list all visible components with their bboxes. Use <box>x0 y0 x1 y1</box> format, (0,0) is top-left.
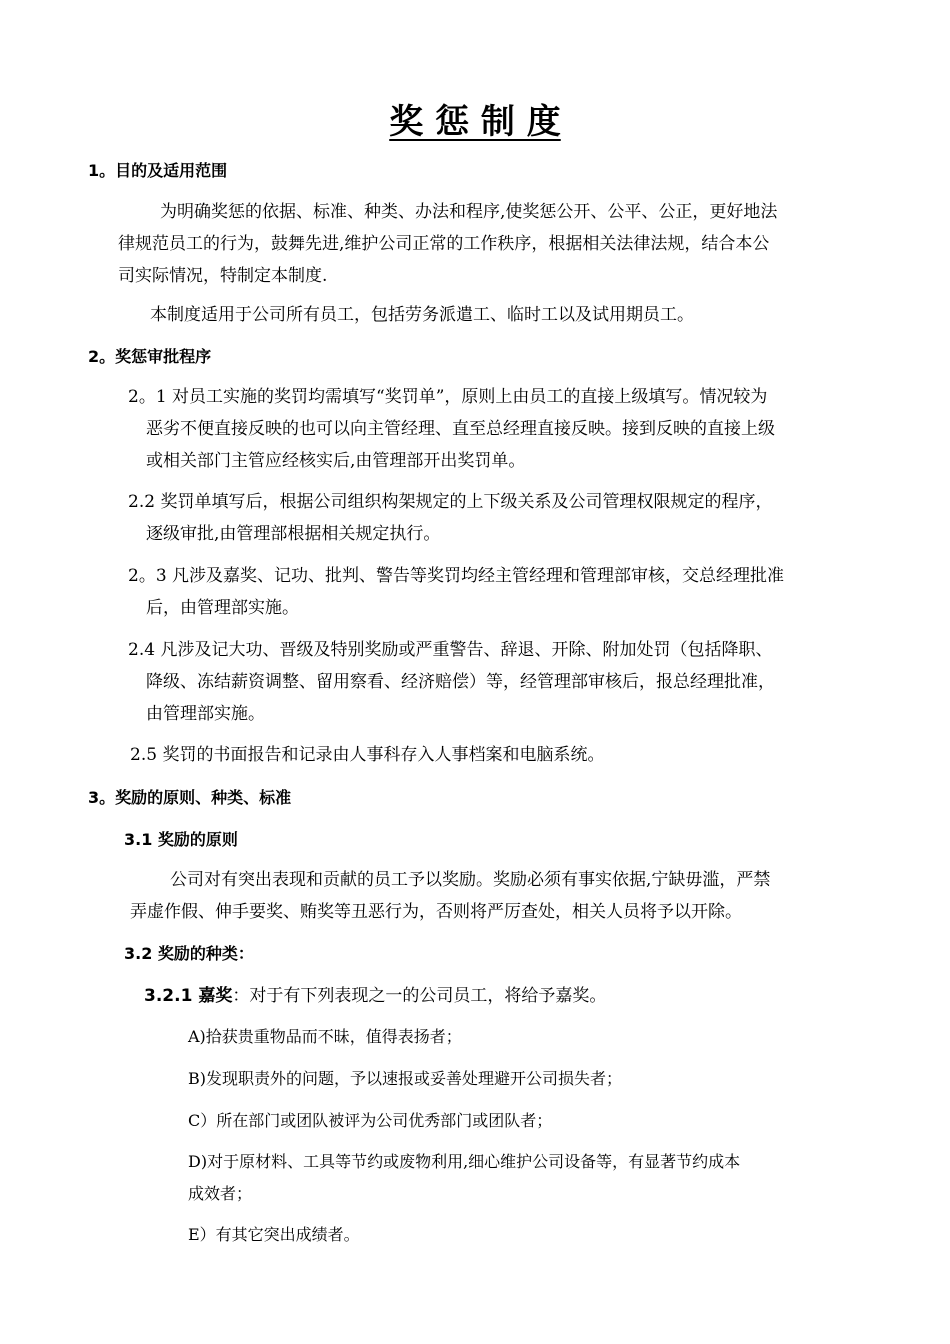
reward-item-c: C）所在部门或团队被评为公司优秀部门或团队者； <box>188 1111 553 1130</box>
item-line: 恶劣不便直接反映的也可以向主管经理、直至总经理直接反映。接到反映的直接上级 <box>146 419 775 439</box>
item-line: 2。3 凡涉及嘉奖、记功、批判、警告等奖罚均经主管经理和管理部审核，交总经理批准 <box>128 566 785 586</box>
item-line: 2。1 对员工实施的奖罚均需填写“奖罚单”，原则上由员工的直接上级填写。情况较为 <box>128 387 768 407</box>
section-1-paragraph-1 <box>118 196 777 292</box>
item-line: 2.4 凡涉及记大功、晋级及特别奖励或严重警告、辞退、开除、附加处罚（包括降职、 <box>128 640 773 660</box>
paragraph-line: 弄虚作假、伸手要奖、贿奖等丑恶行为，否则将严厉查处，相关人员将予以开除。 <box>130 902 742 922</box>
reward-item-b: B)发现职责外的问题，予以速报或妥善处理避开公司损失者； <box>188 1069 623 1088</box>
reward-item-d <box>188 1146 740 1210</box>
item-line: 成效者； <box>188 1184 253 1203</box>
item-line: 后，由管理部实施。 <box>146 598 299 618</box>
item-2-1 <box>128 381 775 477</box>
section-3-heading: 3。奖励的原则、种类、标准 <box>88 788 292 807</box>
paragraph-line: 为明确奖惩的依据、标准、种类、办法和程序,使奖惩公开、公平、公正，更好地法 <box>160 202 778 222</box>
item-line: 2.2 奖罚单填写后，根据公司组织构架规定的上下级关系及公司管理权限规定的程序， <box>128 492 773 512</box>
item-line: 由管理部实施。 <box>146 704 265 724</box>
item-2-2 <box>128 486 772 550</box>
subsection-3-2-1 <box>144 980 606 1012</box>
subsection-3-1-paragraph <box>130 864 770 928</box>
item-line: 降级、冻结薪资调整、留用察看、经济赔偿）等，经管理部审核后，报总经理批准， <box>146 672 775 692</box>
document-title-text: 奖 惩 制 度 <box>389 102 561 142</box>
subsection-3-1-heading: 3.1 奖励的原则 <box>124 830 238 849</box>
document-title <box>0 98 950 146</box>
item-2-3 <box>128 560 784 624</box>
reward-item-a: A)拾获贵重物品而不昧，值得表扬者； <box>188 1027 462 1046</box>
item-line: D)对于原材料、工具等节约或废物利用,细心维护公司设备等，有显著节约成本 <box>188 1152 741 1171</box>
reward-item-e: E）有其它突出成绩者。 <box>188 1225 360 1244</box>
item-line: 逐级审批,由管理部根据相关规定执行。 <box>146 524 441 544</box>
subsection-3-2-1-label: 3.2.1 嘉奖 <box>144 986 233 1006</box>
section-2-heading: 2。奖惩审批程序 <box>88 347 212 366</box>
paragraph-line: 公司对有突出表现和贡献的员工予以奖励。奖励必须有事实依据,宁缺毋滥，严禁 <box>170 870 771 890</box>
section-1-heading: 1。目的及适用范围 <box>88 161 228 180</box>
paragraph-line: 律规范员工的行为，鼓舞先进,维护公司正常的工作秩序，根据相关法律法规，结合本公 <box>118 234 770 254</box>
subsection-3-2-heading: 3.2 奖励的种类： <box>124 944 254 963</box>
subsection-3-2-1-text: ：对于有下列表现之一的公司员工，将给予嘉奖。 <box>232 986 607 1006</box>
item-2-4 <box>128 634 775 730</box>
item-line: 或相关部门主管应经核实后,由管理部开出奖罚单。 <box>146 451 526 471</box>
section-1-paragraph-2: 本制度适用于公司所有员工，包括劳务派遣工、临时工以及试用期员工。 <box>150 305 694 325</box>
paragraph-line: 司实际情况，特制定本制度. <box>118 266 328 286</box>
item-2-5: 2.5 奖罚的书面报告和记录由人事科存入人事档案和电脑系统。 <box>130 745 605 765</box>
